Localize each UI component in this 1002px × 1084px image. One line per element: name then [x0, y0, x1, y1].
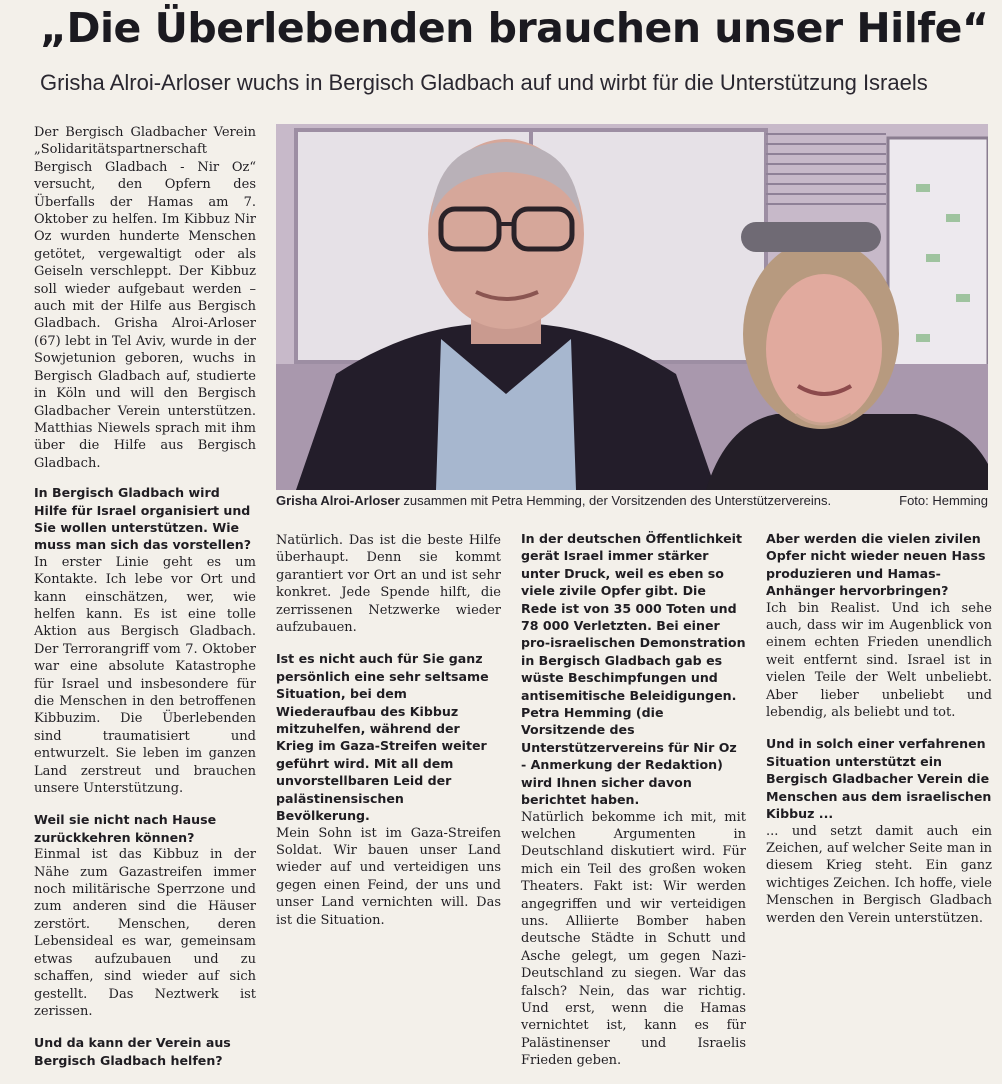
question-4: Ist es nicht auch für Sie ganz persönlich eine sehr seltsame Situation, bei dem Wiederaufbau des Kibbuz mitzuhelfen, während der Krieg im Gaza-Streifen weiter geführt wird. Mit all dem unvorstellbaren Leid der palästinensischen Bevölkerung. — [276, 651, 489, 824]
answer-5: Natürlich bekomme ich mit, mit welchen Argumenten in Deutschland diskutiert wird. Für mich ein Teil des großen woken Theaters. Fakt ist: Wir werden angegriffen und wir verteidigen uns. Alliierte Bomber haben deutsche Städte in Schutt und Asche gelegt, um gegen Nazi-Deutschland zu siegen. War das falsch? Nein, das war richtig. Und erst, wenn die Hamas vernichtet ist, kann es für Palästinenser und Israelis Frieden geben. — [521, 809, 746, 1069]
caption-name: Grisha Alroi-Arloser — [276, 493, 400, 508]
photo-credit: Foto: Hemming — [899, 493, 988, 508]
intro-paragraph: Der Bergisch Gladbacher Verein „Solidaritätspartnerschaft Bergisch Gladbach - Nir Oz“ versucht, den Opfern des Überfalls der Hamas am 7. Oktober zu helfen. Im Kibbuz Nir Oz wurden hunderte Menschen getötet, vergewaltigt oder als Geiseln verschleppt. Der Kibbuz soll wieder aufgebaut werden – auch mit der Hilfe aus Bergisch Gladbach. Grisha Alroi-Arloser (67) lebt in Tel Aviv, wurde in der Sowjetunion geboren, wuchs in Bergisch Gladbach auf, studierte in Köln und will den Bergisch Gladbacher Verein unterstützen. Matthias Niewels sprach mit ihm über die Hilfe aus Bergisch Gladbach. — [34, 125, 256, 471]
question-5: In der deutschen Öffentlichkeit gerät Israel immer stärker unter Druck, weil es eben so viele zivile Opfer gibt. Die Rede ist von 35 000 Toten und 78 000 Verletzten. Bei einer pro-israelischen Demonstration in Bergisch Gladbach gab es wüste Beschimpfungen und antisemitische Beleidigungen. Petra Hemming (die Vorsitzende des Unterstützervereins für Nir Oz - Anmerkung der Redaktion) wird Ihnen sicher davon berichtet haben. — [521, 531, 746, 808]
question-2: Weil sie nicht nach Hause zurückkehren können? — [34, 812, 217, 845]
caption-description: zusammen mit Petra Hemming, der Vorsitzenden des Unterstützervereins. — [399, 493, 832, 508]
answer-1: In erster Linie geht es um Kontakte. Ich lebe vor Ort und kann einschätzen, wer, wie helfen kann. Es ist eine tolle Aktion aus Bergisch Gladbach. Der Terrorangriff vom 7. Oktober war eine absolute Katastrophe für Israel und insbesondere für die Menschen in den betroffenen Kibbuzim. Die Überlebenden sind traumatisiert und entwurzelt. Sie leben im ganzen Land zerstreut und brauchen unsere Unterstützung. — [34, 554, 256, 797]
caption-text — [276, 493, 831, 508]
column-4 — [766, 530, 992, 941]
answer-3: Natürlich. Das ist die beste Hilfe überhaupt. Denn sie kommt garantiert vor Ort an und ist sehr konkret. Jede Spende hilft, die zerrissenen Netzwerke wieder aufzubauen. — [276, 533, 501, 636]
subheadline: Grisha Alroi-Arloser wuchs in Bergisch Gladbach auf und wirbt für die Unterstützung Israels — [40, 70, 928, 95]
question-1: In Bergisch Gladbach wird Hilfe für Israel organisiert und Sie wollen unterstützen. Wie muss man sich das vorstellen? — [34, 485, 252, 553]
answer-4: Mein Sohn ist im Gaza-Streifen Soldat. Wir bauen unser Land wieder auf und verteidigen uns gegen einen Feind, der uns und unser Land vernichten will. Das ist die Situation. — [276, 825, 501, 928]
question-6: Aber werden die vielen zivilen Opfer nicht wieder neuen Hass produzieren und Hamas-Anhänger hervorbringen? — [766, 531, 986, 599]
photo-caption — [276, 493, 988, 508]
column-1 — [34, 124, 256, 1069]
answer-6: Ich bin Realist. Und ich sehe auch, dass wir im Augenblick von einem echten Frieden unendlich weit entfernt sind. Israel ist in vielen Teile der Welt unbeliebt. Aber lieber unbeliebt und lebendig, als beliebt und tot. — [766, 600, 992, 721]
headline: „Die Überlebenden brauchen unser Hilfe“ — [40, 4, 989, 52]
question-3: Und da kann der Verein aus Bergisch Gladbach helfen? — [34, 1035, 231, 1068]
column-3 — [521, 530, 746, 1084]
answer-7: ... und setzt damit auch ein Zeichen, auf welcher Seite man in diesem Krieg steht. Ein ganz wichtiges Zeichen. Ich hoffe, viele Menschen in Bergisch Gladbach werden den Verein unterstützen. — [766, 823, 992, 926]
photo-illustration — [276, 124, 988, 490]
question-7: Und in solch einer verfahrenen Situation unterstützt ein Bergisch Gladbacher Verein die Menschen aus dem israelischen Kibbuz ... — [766, 736, 992, 822]
column-2 — [276, 532, 501, 943]
article-photo — [276, 124, 988, 490]
answer-2: Einmal ist das Kibbuz in der Nähe zum Gazastreifen immer noch militärische Sperrzone und zum anderen sind die Häuser zerstört. Menschen, deren Lebensideal es war, gemeinsam etwas aufzubauen und zu schaffen, sind wieder auf sich gestellt. Das Neztwerk ist zerissen. — [34, 847, 256, 1019]
